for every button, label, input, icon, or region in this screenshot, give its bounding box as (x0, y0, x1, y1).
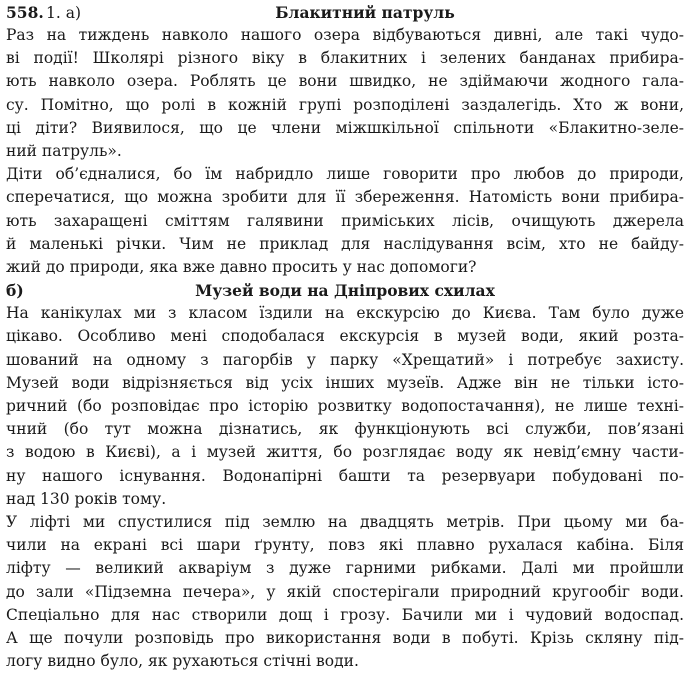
text-line: над 130 років тому. (6, 489, 167, 508)
text-line: шований на одному з пагорбів у парку «Хрещатий» і потребує захисту. (6, 350, 684, 369)
text-line: ну нашого існування. Водонапірні башти та резервуари побудовані по- (6, 466, 684, 485)
text-line: чний (бо тут можна дізнатись, як функціонують всі служби, пов’язані (6, 420, 684, 439)
text-line: сперечатися, що можна зробити для її збереження. Натомість вони прибира- (6, 188, 684, 207)
text-line: У ліфті ми спустилися під землю на двадцять метрів. При цьому ми ба- (6, 513, 684, 532)
part-a-label: 1. а) (46, 4, 82, 22)
text-line: логу видно було, як рухаються стічні води. (6, 652, 359, 671)
text-line: ють захаращені сміттям галявини приміських лісів, очищують джерела (6, 211, 684, 230)
text-line: На канікулах ми з класом їздили на екскурсію до Києва. Там було дуже (6, 304, 684, 323)
text-line: Раз на тиждень навколо нашого озера відбуваються дивні, але такі чудо- (6, 26, 684, 44)
section-b-header (6, 279, 684, 302)
text-line: ліфту — великий акваріум з дуже гарними рибками. Далі ми пройшли (6, 559, 684, 578)
exercise-number: 558. (6, 3, 44, 22)
text-line: А ще почули розповідь про використання води в побуті. Крізь скляну під- (6, 629, 684, 648)
exercise-header (6, 2, 684, 24)
text-line: жий до природи, яка вже давно просить у нас допомоги? (6, 258, 477, 277)
section-b-text (6, 302, 684, 673)
text-line: Діти об’єдналися, бо їм набридло лише говорити про любов до природи, (6, 165, 684, 184)
text-line: ричний (бо розповідає про історію розвитку водопостачання), не лише техні- (6, 397, 684, 416)
text-line: ці діти? Виявилося, що це члени міжшкільної спільноти «Блакитно-зеле- (6, 118, 684, 137)
text-line: Спеціально для нас створили дощ і грозу. Бачили ми і чудовий водоспад. (6, 605, 684, 624)
text-line: Музей води відрізняється від усіх інших музеїв. Адже він не тільки істо- (6, 373, 684, 392)
text-line: су. Помітно, що ролі в кожній групі розподілені заздалегідь. Хто ж вони, (6, 95, 684, 114)
text-line: ний патруль». (6, 142, 122, 161)
text-line: й маленькі річки. Чим не приклад для наслідування всім, хто не байду- (6, 234, 684, 253)
text-line: ві події! Школярі різного віку в блакитних і зелених банданах прибира- (6, 49, 684, 68)
text-line: до зали «Підземна печера», у якій спостерігали природний кругообіг води. (6, 582, 684, 601)
text-line: ють навколо озера. Роблять це вони швидко, не здіймаючи жодного гала- (6, 72, 684, 91)
text-line: цікаво. Особливо мені сподобалася екскурсія в музей води, який розта- (6, 327, 684, 346)
part-b-label: б) (6, 281, 24, 301)
text-line: з водою в Києві), а і музей життя, бо розглядає воду як невід’ємну части- (6, 443, 684, 462)
text-line: чили на екрані всі шари ґрунту, повз які плавно рухалася кабіна. Біля (6, 536, 684, 555)
title-b: Музей води на Дніпрових схилах (195, 281, 495, 301)
title-a: Блакитний патруль (275, 3, 455, 22)
section-a-text (6, 24, 684, 279)
